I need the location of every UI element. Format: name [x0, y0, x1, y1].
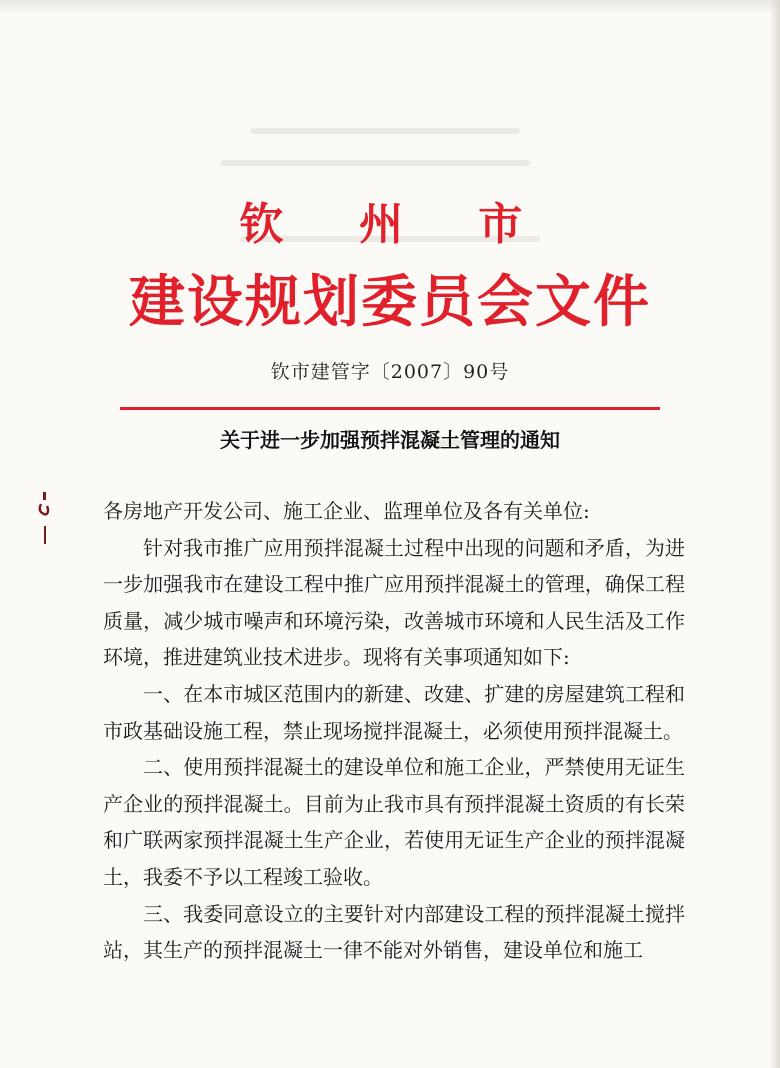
header-title: 建设规划委员会文件	[129, 269, 651, 335]
document-number: 钦市建管字〔2007〕90号	[270, 361, 510, 383]
red-divider	[120, 407, 660, 410]
item-3-paragraph: 三、我委同意设立的主要针对内部建设工程的预拌混凝土搅拌站，其生产的预拌混凝土一律不能对外销售，建设单位和施工	[103, 901, 685, 963]
item-1-paragraph: 一、在本市城区范围内的新建、改建、扩建的房屋建筑工程和市政基础设施工程，禁止现场搅拌混凝土，必须使用预拌混凝土。	[103, 681, 685, 743]
notice-title: 关于进一步加强预拌混凝土管理的通知	[220, 428, 560, 452]
show-through-mark	[220, 160, 530, 166]
item-2-paragraph: 二、使用预拌混凝土的建设单位和施工企业，严禁使用无证生产企业的预拌混凝土。目前为止我市具有预拌混凝土资质的有长荣和广联两家预拌混凝土生产企业，若使用无证生产企业的预拌混凝土，我委不予以工程竣工验收。	[103, 755, 685, 889]
paper-edge-top	[0, 0, 780, 14]
document-body	[103, 493, 685, 969]
paper-edge-right	[770, 0, 780, 1068]
header-city: 钦 州 市	[239, 199, 553, 250]
show-through-mark	[250, 128, 520, 134]
binding-mark	[38, 490, 52, 552]
addressee-line: 各房地产开发公司、施工企业、监理单位及各有关单位:	[103, 499, 590, 523]
intro-paragraph: 针对我市推广应用预拌混凝土过程中出现的问题和矛盾，为进一步加强我市在建设工程中推广应用预拌混凝土的管理，确保工程质量，减少城市噪声和环境污染，改善城市环境和人民生活及工作环境，推进建筑业技术进步。现将有关事项通知如下:	[103, 535, 685, 670]
